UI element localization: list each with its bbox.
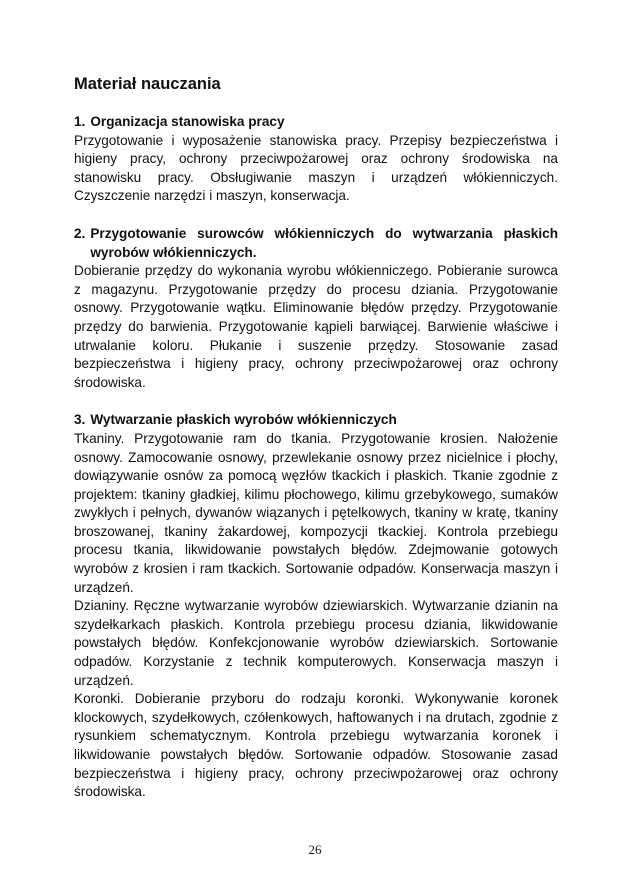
section-number: 1. bbox=[74, 114, 86, 129]
section-paragraph: Przygotowanie i wyposażenie stanowiska pracy. Przepisy bezpieczeństwa i higieny pracy, ochrony przeciwpożarowej oraz ochrony środowiska na stanowisku pracy. Obsługiwanie maszyn i urządzeń włókienniczych. Czyszczenie narzędzi i maszyn, konserwacja. bbox=[74, 132, 558, 204]
document-title: Materiał nauczania bbox=[74, 75, 221, 93]
section-przygotowanie bbox=[74, 225, 558, 392]
section-heading-text: Organizacja stanowiska pracy bbox=[90, 114, 285, 129]
section-organizacja bbox=[74, 113, 558, 206]
section-wytwarzanie bbox=[74, 411, 558, 801]
section-paragraph: Dobieranie przędzy do wykonania wyrobu włókienniczego. Pobieranie surowca z magazynu. Przygotowanie przędzy do procesu dziania. Przygotowanie osnowy. Przygotowanie wątku. Eliminowanie błędów przędzy. Przygotowanie przędzy do barwienia. Przygotowanie kąpieli barwiącej. Barwienie właściwe i utrwalanie koloru. Płukanie i suszenie przędzy. Stosowanie zasad bezpieczeństwa i higieny pracy, ochrony przeciwpożarowej oraz ochrony środowiska. bbox=[74, 263, 558, 390]
page-number: 26 bbox=[308, 842, 322, 857]
paragraph-dzianiny: Dzianiny. Ręczne wytwarzanie wyrobów dziewiarskich. Wytwarzanie dzianin na szydełkarkach płaskich. Kontrola przebiegu procesu dziania, likwidowanie powstałych błędów. Konfekcjonowanie wyrobów dziewiarskich. Sortowanie odpadów. Korzystanie z technik komputerowych. Konserwacja maszyn i urządzeń. bbox=[74, 598, 558, 688]
section-number: 2. bbox=[74, 225, 86, 241]
section-heading bbox=[74, 113, 558, 132]
section-number: 3. bbox=[74, 412, 86, 428]
section-heading bbox=[74, 225, 558, 262]
paragraph-koronki: Koronki. Dobieranie przyboru do rodzaju koronki. Wykonywanie koronek klockowych, szydełkowych, czółenkowych, haftowanych i na drutach, zgodnie z rysunkiem schematycznym. Kontrola przebiegu wytwarzania koronek i likwidowanie powstałych błędów. Sortowanie odpadów. Stosowanie zasad bezpieczeństwa i higieny pracy, ochrony przeciwpożarowej oraz ochrony środowiska. bbox=[74, 691, 558, 800]
section-heading-text: Wytwarzanie płaskich wyrobów włókienniczych bbox=[90, 412, 397, 428]
paragraph-tkaniny: Tkaniny. Przygotowanie ram do tkania. Przygotowanie krosien. Nałożenie osnowy. Zamocowanie osnowy, przewlekanie osnowy przez nicielnice i płochy, dowiązywanie osnów za pomocą węzłów tkackich i płaskich. Tkanie zgodnie z projektem: tkaniny gładkiej, kilimu płochowego, kilimu grzebykowego, sumaków zwykłych i pełnych, dywanów wiązanych i pętelkowych, tkaniny w kratę, tkaniny broszowanej, tkaniny żakardowej, kompozycji tkackiej. Kontrola przebiegu procesu tkania, likwidowanie powstałych błędów. Zdejmowanie gotowych wyrobów z krosien i ram tkackich. Sortowanie odpadów. Konserwacja maszyn i urządzeń. bbox=[74, 430, 558, 595]
section-heading-text: Przygotowanie surowców włókienniczych do wytwarzania płaskich wyrobów włókienniczych. bbox=[90, 225, 558, 260]
section-heading bbox=[74, 411, 558, 430]
document-page bbox=[74, 74, 558, 821]
